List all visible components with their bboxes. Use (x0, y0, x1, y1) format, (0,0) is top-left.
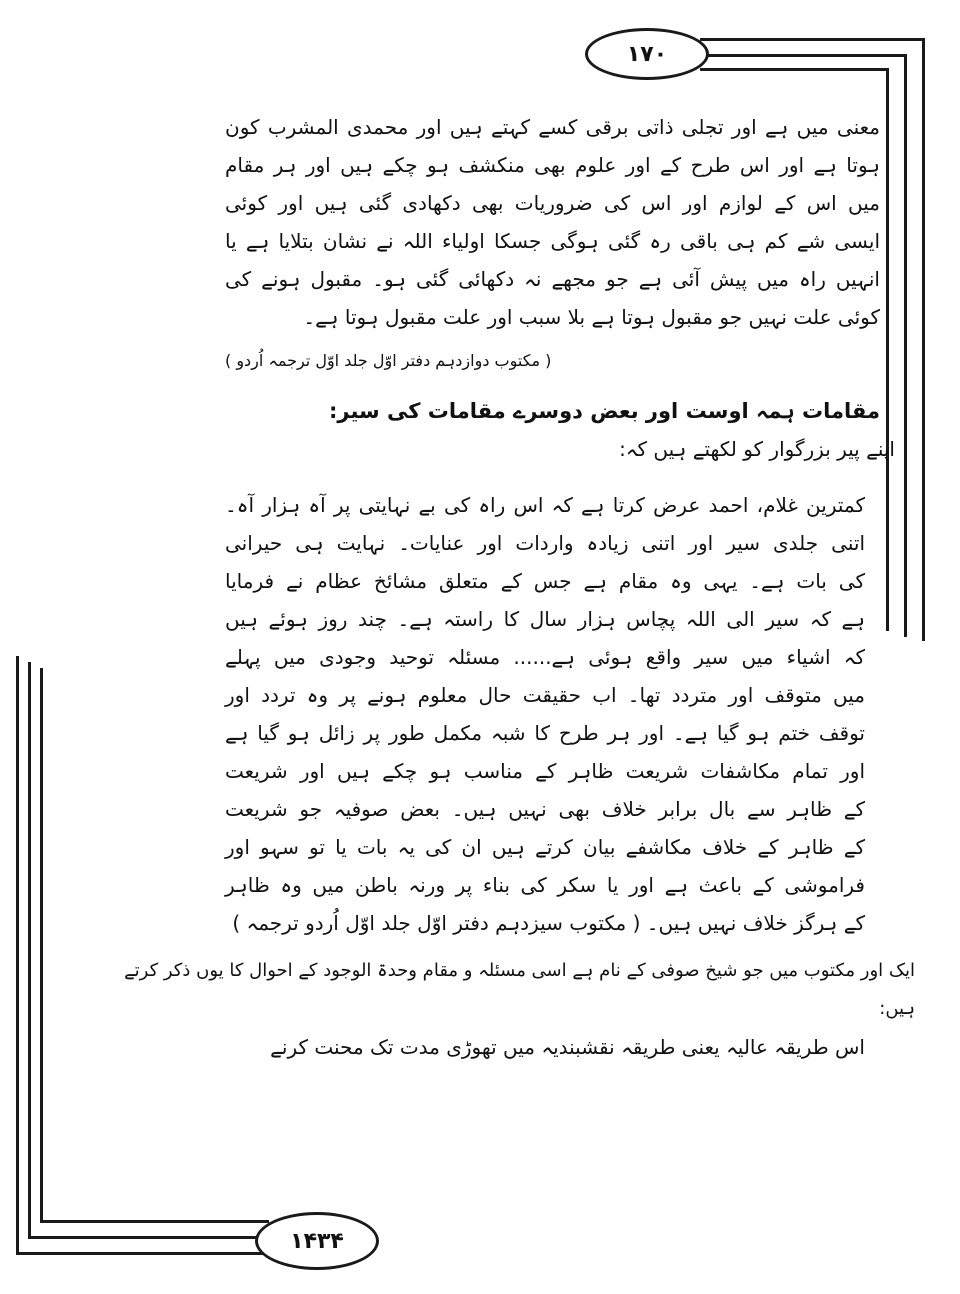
quote-line: کی بات ہے۔ یہی وہ مقام ہے جس کے متعلق مشائخ عظام نے فرمایا (225, 569, 865, 593)
text-line: معنی میں ہے اور تجلی ذاتی برقی کسے کہتے ہیں اور محمدی المشرب کون (225, 115, 880, 139)
page-number-top: ۱۷۰ (585, 28, 709, 80)
quote-block (225, 486, 865, 942)
reference-citation: ( مکتوب دوازدہم دفتر اوّل جلد اوّل ترجمہ اُردو ) (225, 351, 552, 370)
quote-line: اتنی جلدی سیر اور اتنی زیادہ واردات اور عنایات۔ نہایت ہی حیرانی (225, 531, 865, 555)
text-line: ایسی شے کم ہی باقی رہ گئی ہوگی جسکا اولیاء اللہ نے نشان بتلایا ہے یا (225, 229, 880, 253)
page-number-bottom: ۱۴۳۴ (255, 1212, 379, 1270)
quote-line: کے ظاہر سے بال برابر خلاف بھی نہیں ہیں۔ بعض صوفیہ جو شریعت (225, 797, 865, 821)
text-line: ہوتا ہے اور اس طرح کے اور علوم بھی منکشف ہو چکے ہیں اور ہر مقام (225, 153, 880, 177)
quote-line: کمترین غلام، احمد عرض کرتا ہے کہ اس راہ کی بے نہایتی پر آہ ہزار آہ۔ (225, 493, 865, 517)
text-line: کوئی علت نہیں جو مقبول ہوتا ہے بلا سبب اور علت مقبول ہوتا ہے۔ (303, 305, 880, 329)
quote-line: کہ اشیاء میں سیر واقع ہوئی ہے...... مسئلہ توحید وجودی میں پہلے (225, 645, 865, 669)
quote-line: کے ہرگز خلاف نہیں ہیں۔ ( مکتوب سیزدہم دفتر اوّل جلد اوّل اُردو ترجمہ ) (232, 911, 865, 935)
quote-line: ہے کہ سیر الی اللہ پچاس ہزار سال کا راستہ ہے۔ چند روز ہوئے ہیں (225, 607, 865, 631)
quote-line: میں متوقف اور متردد تھا۔ اب حقیقت حال معلوم ہونے پر وہ تردد اور (225, 683, 865, 707)
quote-line: توقف ختم ہو گیا ہے۔ اور ہر طرح کا شبہ مکمل طور پر زائل ہو گیا ہے (225, 721, 865, 745)
closing-line: اس طریقہ عالیہ یعنی طریقہ نقشبندیہ میں تھوڑی مدت تک محنت کرنے (270, 1035, 865, 1059)
section-heading: مقامات ہمہ اوست اور بعض دوسرے مقامات کی سیر: (328, 399, 880, 423)
intro-line: اپنے پیر بزرگوار کو لکھتے ہیں کہ: (619, 437, 895, 461)
page-body (124, 108, 915, 1066)
quote-line: اور تمام مکاشفات شریعت ظاہر کے مناسب ہو چکے ہیں اور شریعت (225, 759, 865, 783)
text-line: انہیں راہ میں پیش آئی ہے جو مجھے نہ دکھائی گئی ہو۔ مقبول ہونے کی (225, 267, 880, 291)
paragraph-1 (225, 108, 880, 336)
quote-line: فراموشی کے باعث ہے اور یا سکر کی بناء پر ورنہ باطن میں وہ ظاہر (225, 873, 865, 897)
quote-line: کے ظاہر کے خلاف مکاشفے بیان کرتے ہیں ان کی یہ بات یا تو سہو اور (225, 835, 865, 859)
text-line: میں اس کے لوازم اور اس کی ضروریات بھی دکھادی گئی ہیں اور کوئی (225, 191, 880, 215)
closing-intro: ایک اور مکتوب میں جو شیخ صوفی کے نام ہے اسی مسئلہ و مقام وحدۃ الوجود کے احوال کا یوں ذکر کرتے ہیں: (124, 960, 915, 1019)
